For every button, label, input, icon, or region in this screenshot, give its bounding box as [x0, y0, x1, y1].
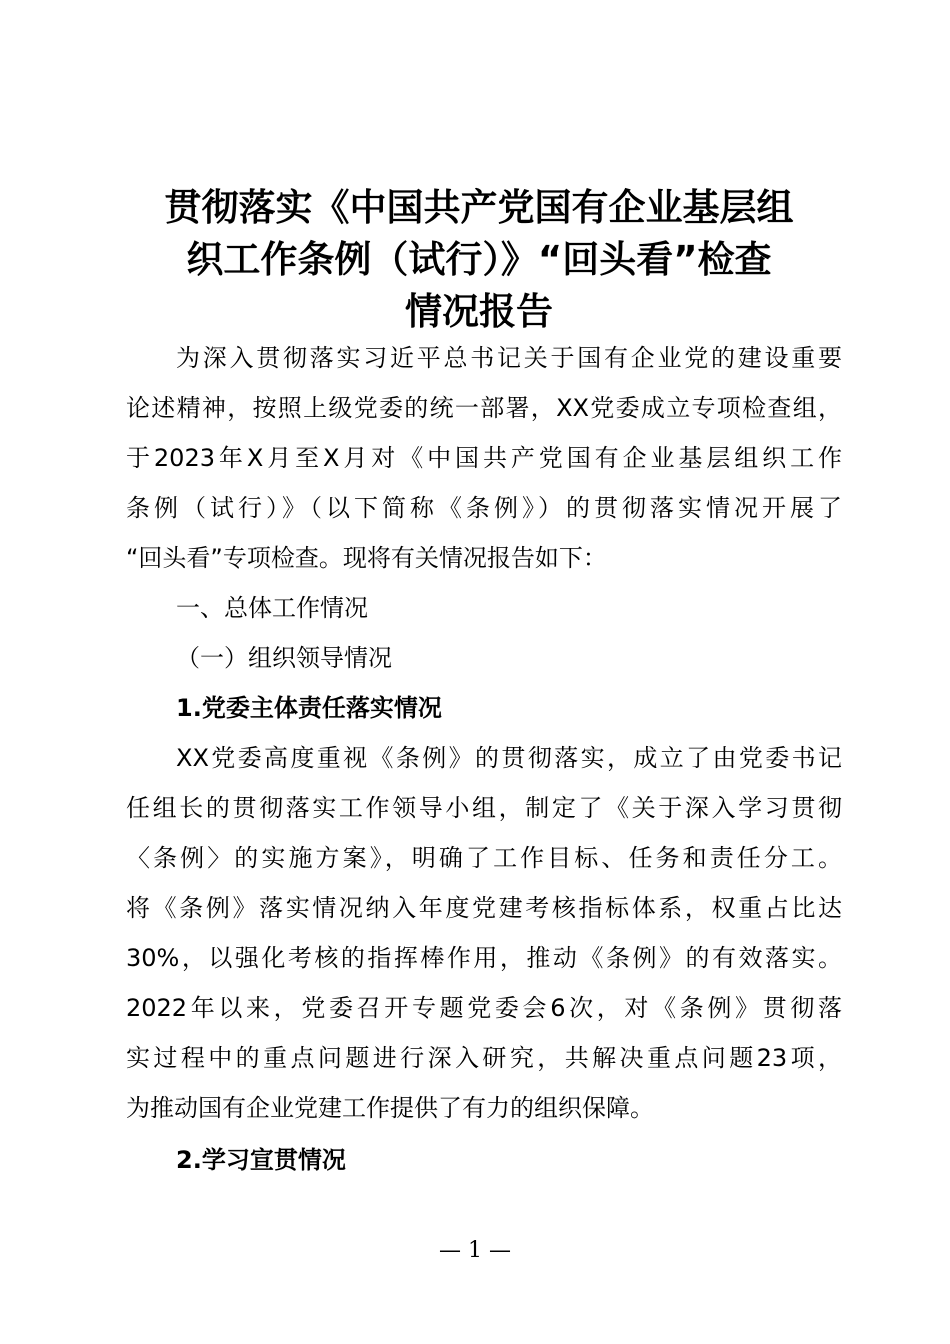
item-heading: 2.学习宣贯情况 — [176, 1146, 346, 1174]
paragraph-line: 论述精神，按照上级党委的统一部署，XX党委成立专项检查组， — [126, 394, 842, 422]
paragraph-line: XX党委高度重视《条例》的贯彻落实，成立了由党委书记 — [176, 744, 842, 772]
paragraph-line: 〈条例〉的实施方案》，明确了工作目标、任务和责任分工。 — [126, 844, 842, 872]
item-heading: 1.党委主体责任落实情况 — [176, 694, 442, 722]
document-body — [126, 333, 842, 1185]
title-line: 情况报告 — [405, 290, 553, 333]
title-line: 贯彻落实《中国共产党国有企业基层组 — [164, 186, 794, 229]
subsection-heading: （一）组织领导情况 — [176, 644, 392, 672]
paragraph-line: 为推动国有企业党建工作提供了有力的组织保障。 — [126, 1094, 654, 1122]
title-line: 织工作条例（试行）》“回头看”检查 — [186, 238, 772, 281]
paragraph-line: 2022年以来，党委召开专题党委会6次，对《条例》贯彻落 — [126, 994, 842, 1022]
paragraph-line: 为深入贯彻落实习近平总书记关于国有企业党的建设重要 — [176, 344, 842, 372]
section-heading: 一、总体工作情况 — [176, 594, 368, 622]
paragraph-line: 条例（试行）》（以下简称《条例》）的贯彻落实情况开展了 — [126, 494, 842, 522]
paragraph-line: 将《条例》落实情况纳入年度党建考核指标体系，权重占比达 — [126, 894, 842, 922]
page-number: — 1 — — [439, 1238, 511, 1263]
paragraph-line: 实过程中的重点问题进行深入研究，共解决重点问题23项， — [126, 1044, 842, 1072]
document-title — [120, 182, 838, 338]
paragraph-line: “回头看”专项检查。现将有关情况报告如下： — [126, 544, 607, 572]
paragraph-line: 30%，以强化考核的指挥棒作用，推动《条例》的有效落实。 — [126, 944, 842, 972]
paragraph-line: 于2023年X月至X月对《中国共产党国有企业基层组织工作 — [126, 444, 842, 472]
item1-paragraph — [126, 733, 842, 1133]
paragraph-line: 任组长的贯彻落实工作领导小组，制定了《关于深入学习贯彻 — [126, 794, 842, 822]
intro-paragraph — [126, 333, 842, 583]
